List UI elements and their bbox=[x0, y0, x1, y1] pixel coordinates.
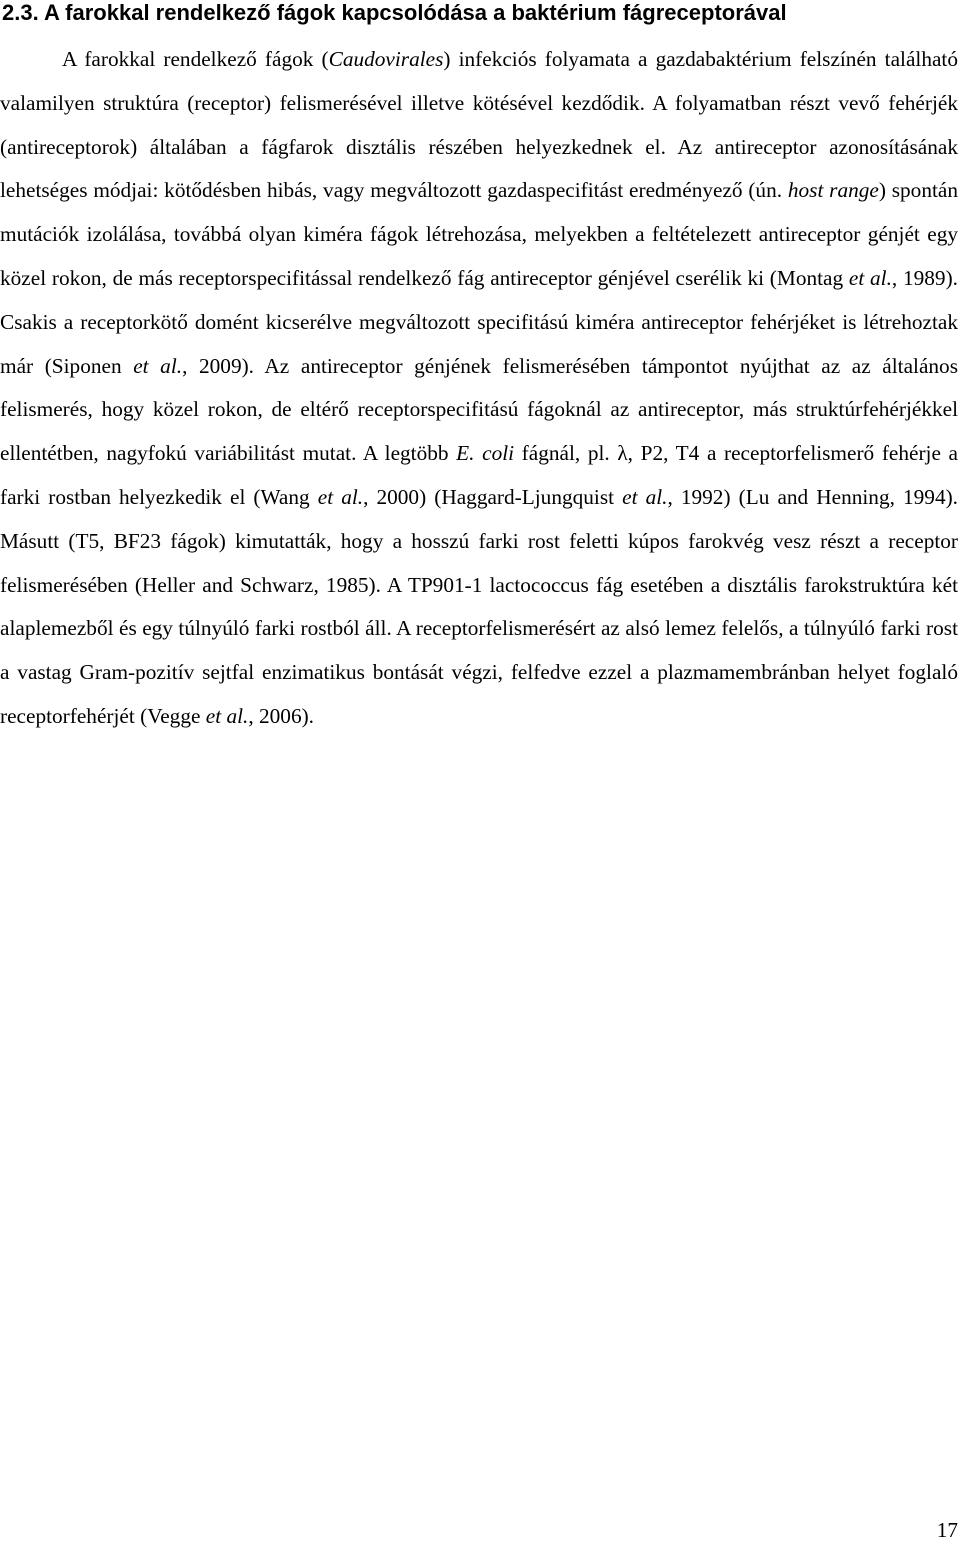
text-run: A farokkal rendelkező fágok ( bbox=[62, 47, 329, 71]
text-run: , 2000) (Haggard-Ljungquist bbox=[363, 484, 623, 509]
text-run: ) infekciós folyamata a gazdabaktérium felszínén található valamilyen struktúra (receptor) felismerésével illetve kötésével kezdődik. A folyamatban részt vevő fehérjék (antireceptorok) általában a fágfarok disztális részében helyezkednek el. Az antireceptor azonosításának lehetséges módjai: kötődésben hibás, vagy megváltozott gazdaspecifitást eredményező (ún. bbox=[0, 47, 958, 203]
italic-run: host range bbox=[787, 178, 879, 203]
italic-run: et al. bbox=[622, 484, 668, 509]
italic-run: Caudovirales bbox=[328, 47, 444, 71]
italic-run: et al. bbox=[133, 353, 183, 378]
section-heading bbox=[2, 0, 952, 28]
italic-run: et al. bbox=[848, 265, 892, 290]
italic-run: et al. bbox=[205, 703, 249, 728]
section-number: 2.3. bbox=[2, 0, 39, 25]
page-number: 17 bbox=[936, 1518, 958, 1542]
text-run: , 2006). bbox=[248, 703, 315, 728]
text-run: , 2009). Az antireceptor génjének felismerésében támpontot nyújthat az az általános felismerés, hogy közel rokon, de eltérő receptorspecifitású fágoknál az antireceptor, más struktúrfehérjékkel ellentétben, nagyfokú variábilitást mutat. A legtöbb bbox=[0, 353, 958, 466]
text-run: fágnál, pl. λ, P2, T4 a receptorfelismerő fehérje a farki rostban helyezkedik el (Wang bbox=[0, 441, 958, 509]
section-title: A farokkal rendelkező fágok kapcsolódása a baktérium fágreceptorával bbox=[44, 0, 787, 25]
text-run: , 1989). Csakis a receptorkötő domént kicserélve megváltozott specifitású kiméra antireceptor fehérjéket is létrehoztak már (Siponen bbox=[0, 265, 958, 378]
italic-run: E. coli bbox=[456, 441, 515, 466]
text-run: , 1992) (Lu and Henning, 1994). Másutt (T5, BF23 fágok) kimutatták, hogy a hosszú farki rost feletti kúpos farokvég vesz részt a receptor felismerésében (Heller and Schwarz, 1985). A TP901-1 lactococcus fág esetében a disztális farokstruktúra két alaplemezből és egy túlnyúló farki rostból áll. A receptorfelismerésért az alsó lemez felelős, a túlnyúló farki rost a vastag Gram-pozitív sejtfal enzimatikus bontását végzi, felfedve ezzel a plazmamembránban helyet foglaló receptorfehérjét (Vegge bbox=[0, 484, 959, 728]
body-paragraph bbox=[0, 38, 958, 739]
text-run: ) spontán mutációk izolálása, továbbá olyan kiméra fágok létrehozása, melyekben a feltételezett antireceptor génjét egy közel rokon, de más receptorspecifitással rendelkező fág antireceptor génjével cserélik ki (Montag bbox=[0, 178, 959, 290]
italic-run: et al. bbox=[317, 484, 364, 509]
